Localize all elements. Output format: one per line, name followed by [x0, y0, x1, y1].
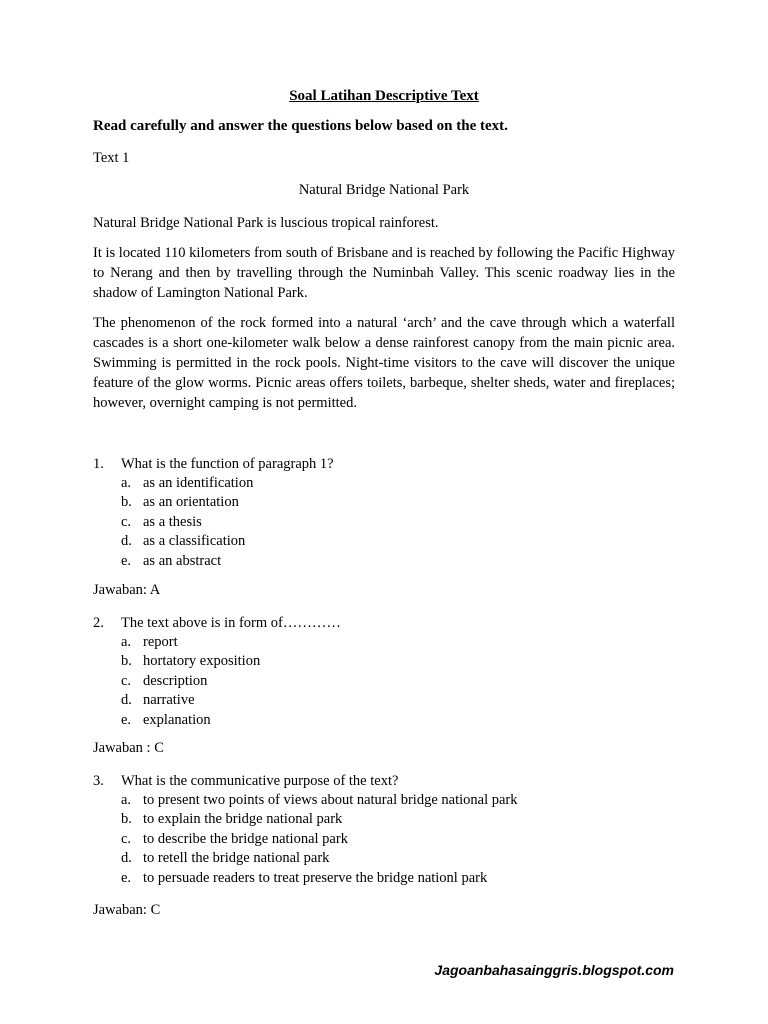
option-c — [93, 672, 693, 691]
page-title: Soal Latihan Descriptive Text — [289, 88, 479, 104]
answer-1: Jawaban: A — [93, 582, 161, 598]
option-e — [93, 869, 693, 888]
option-letter: e. — [121, 552, 132, 569]
option-text: report — [143, 634, 178, 650]
option-d — [93, 691, 693, 710]
question-number: 3. — [93, 773, 104, 789]
option-letter: c. — [121, 513, 132, 530]
option-d — [93, 849, 693, 868]
option-a — [93, 791, 693, 810]
option-text: to present two points of views about natural bridge national park — [143, 792, 518, 808]
option-letter: a. — [121, 475, 132, 491]
question-line — [93, 454, 693, 474]
question-text: What is the communicative purpose of the text? — [121, 773, 399, 789]
paragraph-3: The phenomenon of the rock formed into a natural ‘arch’ and the cave through which a waterfall cascades is a short one-kilometer walk below a dense rainforest canopy from the main picnic area. Swimming is permitted in the rock pools. Night-time visitors to the cave will discover the unique feature of the glow worms. Picnic areas offers toilets, barbeque, shelter sheds, water and fireplaces; however, overnight camping is not permitted. — [93, 315, 675, 411]
option-text: explanation — [143, 711, 211, 728]
option-letter: c. — [121, 830, 132, 847]
option-text: to retell the bridge national park — [143, 850, 330, 867]
option-e — [93, 711, 693, 730]
option-text: as an identification — [143, 475, 254, 491]
question-line — [93, 613, 693, 633]
option-c — [93, 513, 693, 532]
option-b — [93, 810, 693, 829]
option-text: as a thesis — [143, 513, 202, 530]
option-e — [93, 552, 693, 571]
option-d — [93, 532, 693, 551]
option-text: narrative — [143, 692, 195, 709]
answer-3: Jawaban: C — [93, 902, 161, 918]
question-number: 2. — [93, 615, 104, 631]
option-letter: d. — [121, 533, 132, 550]
option-text: hortatory exposition — [143, 653, 261, 670]
option-text: description — [143, 672, 208, 689]
option-text: as a classification — [143, 533, 246, 550]
answer-2: Jawaban : C — [93, 740, 164, 756]
option-b — [93, 652, 693, 671]
passage-title: Natural Bridge National Park — [298, 182, 470, 198]
question-text: The text above is in form of………… — [121, 615, 341, 631]
option-text: to persuade readers to treat preserve the bridge nationl park — [143, 869, 488, 886]
option-letter: b. — [121, 494, 132, 511]
option-letter: e. — [121, 869, 132, 886]
option-letter: d. — [121, 692, 132, 709]
option-letter: d. — [121, 850, 132, 867]
option-b — [93, 493, 693, 512]
option-text: to explain the bridge national park — [143, 811, 343, 828]
paragraph-2: It is located 110 kilometers from south of Brisbane and is reached by following the Pacific Highway to Nerang and then by travelling through the Numinbah Valley. This scenic roadway lies in the shadow of Lamington National Park. — [93, 245, 675, 301]
paragraph-1: Natural Bridge National Park is luscious tropical rainforest. — [93, 215, 439, 231]
text-label: Text 1 — [93, 150, 130, 166]
option-text: as an orientation — [143, 494, 239, 511]
question-line — [93, 771, 693, 791]
option-letter: c. — [121, 672, 132, 689]
question-text: What is the function of paragraph 1? — [121, 456, 334, 472]
question-2 — [93, 613, 693, 730]
option-letter: a. — [121, 634, 132, 650]
question-3 — [93, 771, 693, 888]
option-a — [93, 633, 693, 652]
option-letter: e. — [121, 711, 132, 728]
option-text: as an abstract — [143, 552, 222, 569]
question-number: 1. — [93, 456, 104, 472]
question-1 — [93, 454, 693, 571]
option-text: to describe the bridge national park — [143, 830, 348, 847]
footer-website: Jagoanbahasainggris.blogspot.com — [434, 962, 674, 978]
option-letter: b. — [121, 653, 132, 670]
option-a — [93, 474, 693, 493]
option-c — [93, 830, 693, 849]
option-letter: a. — [121, 792, 132, 808]
instruction-text: Read carefully and answer the questions below based on the text. — [93, 118, 508, 134]
option-letter: b. — [121, 811, 132, 828]
